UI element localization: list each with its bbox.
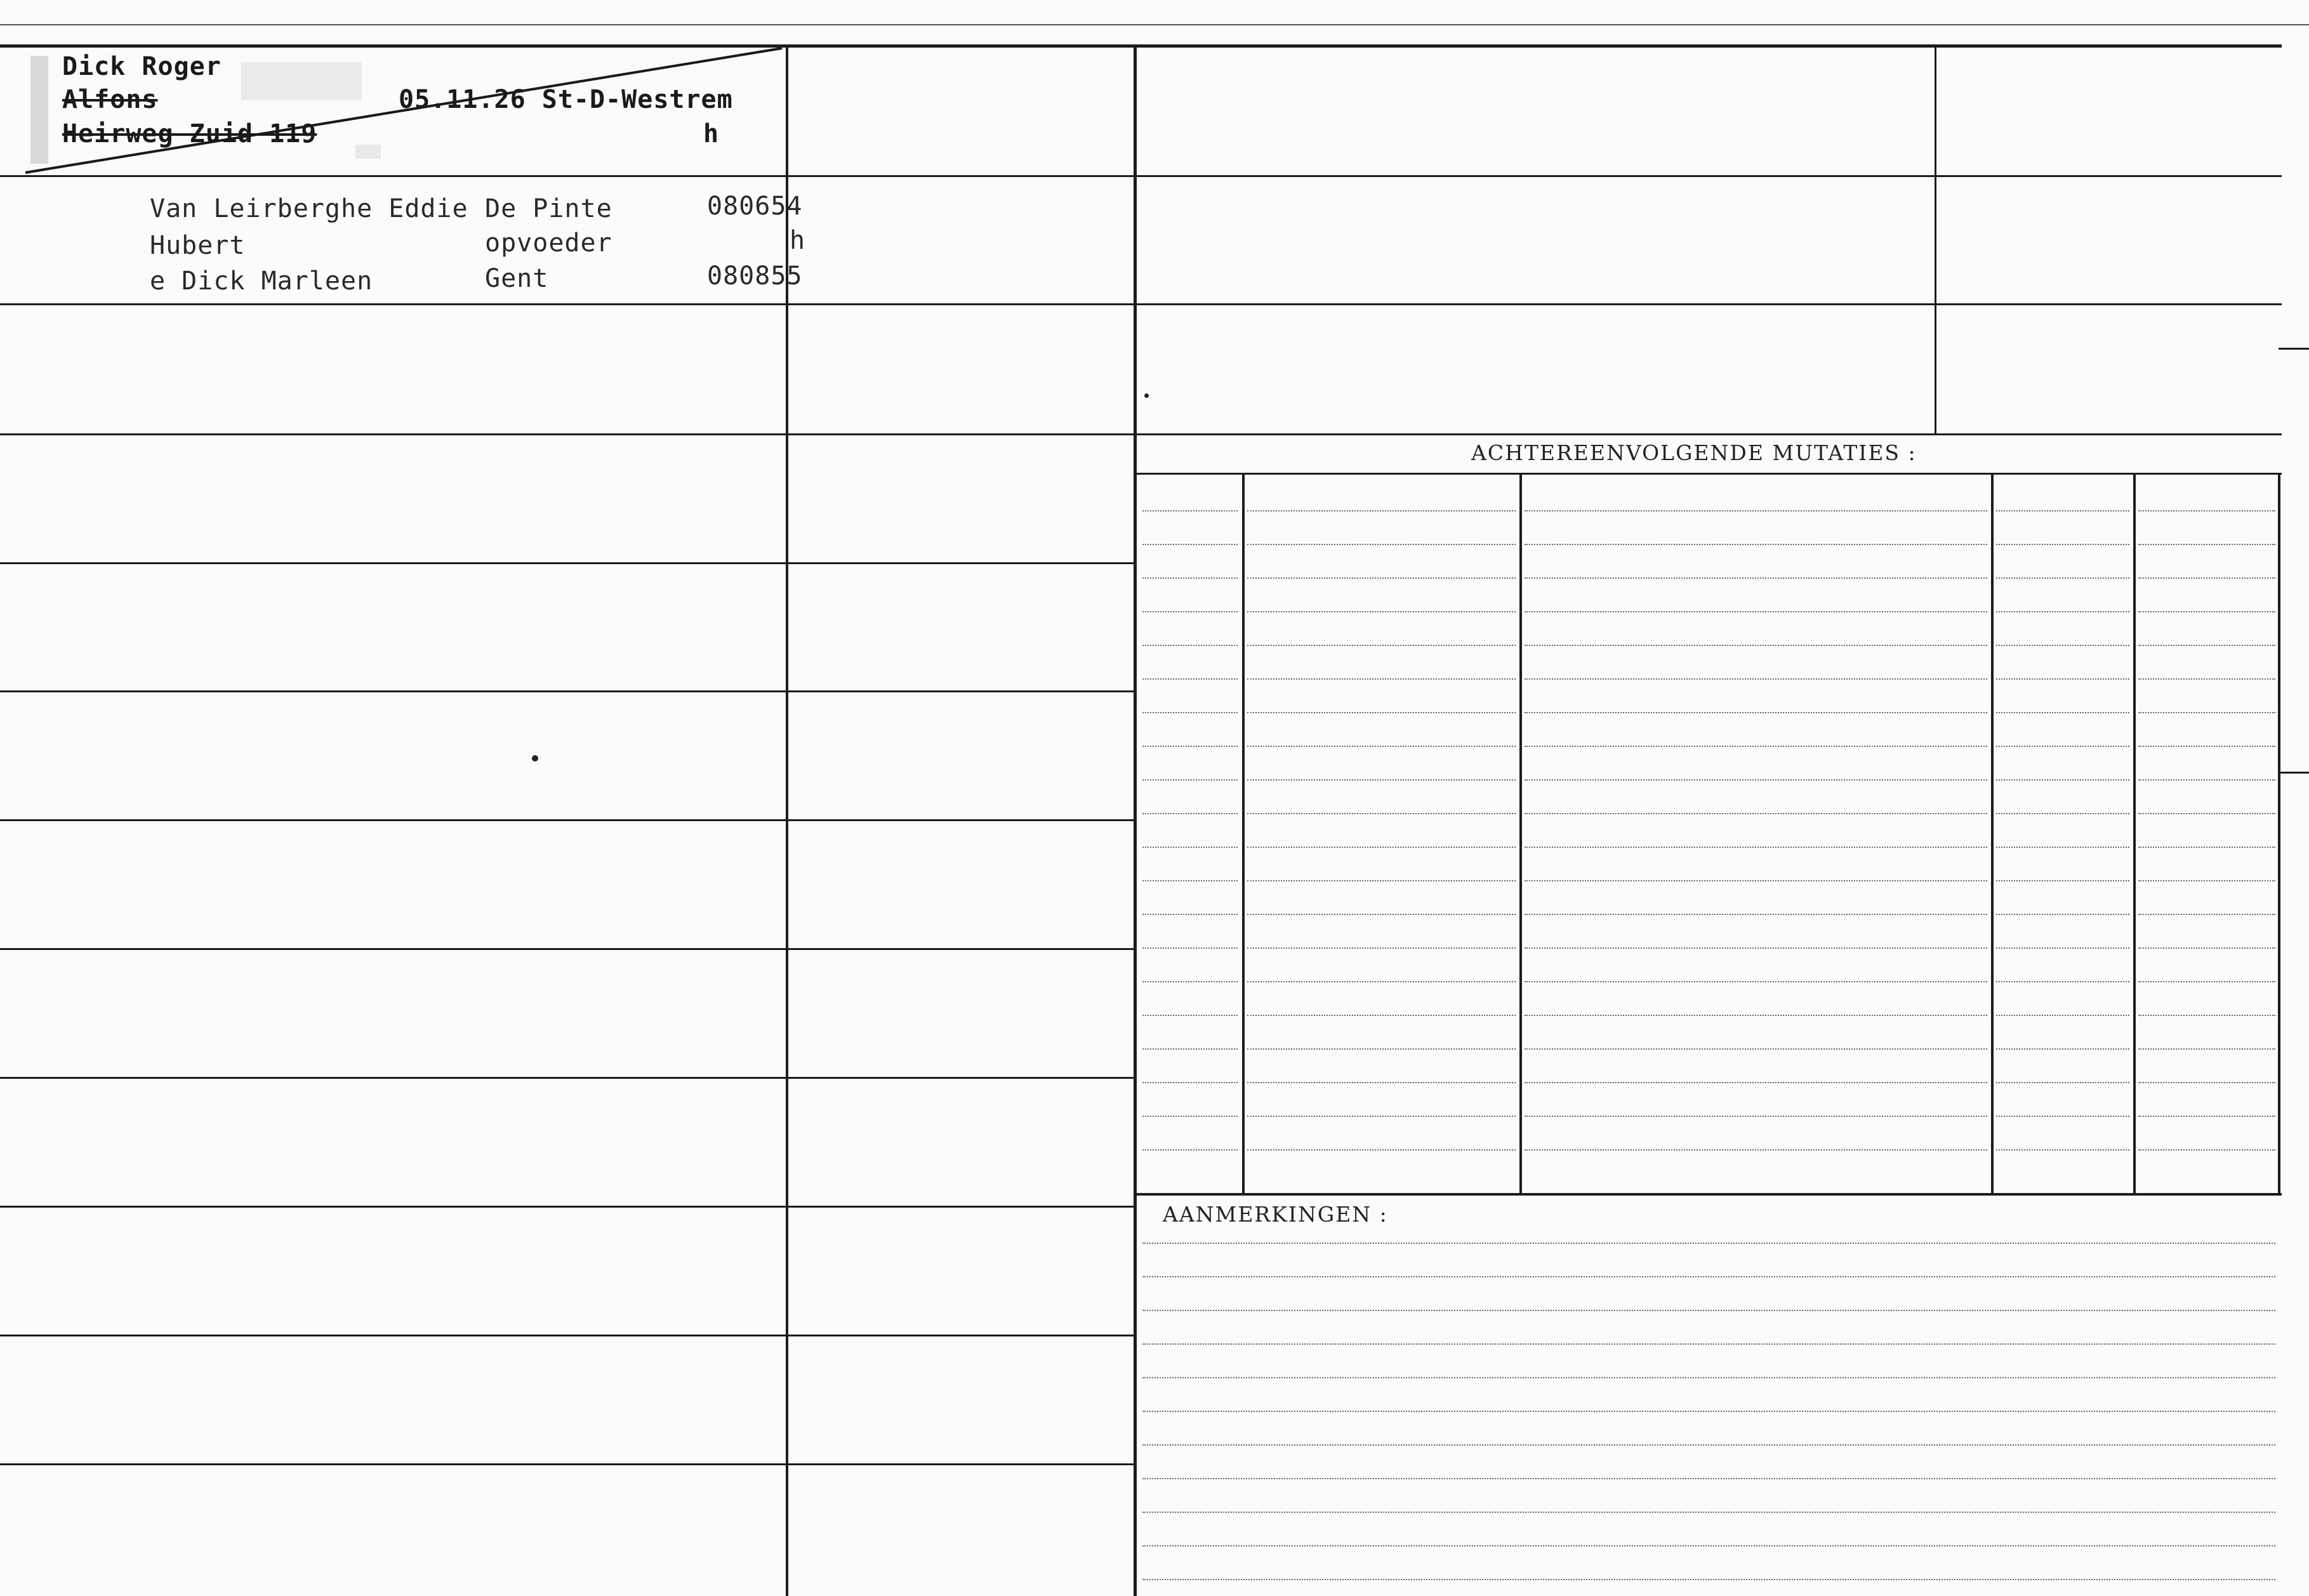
dotted-row xyxy=(1142,813,1238,814)
dotted-row xyxy=(1247,947,1516,949)
mutation-col-line xyxy=(2278,475,2280,1193)
dotted-row xyxy=(1142,880,1238,881)
right-row-line xyxy=(1136,303,2282,305)
dotted-row xyxy=(1525,1116,1987,1117)
dotted-row xyxy=(1247,1149,1516,1151)
entry-code-2: h xyxy=(790,226,806,255)
dotted-row xyxy=(1247,1082,1516,1083)
dotted-row xyxy=(1996,779,2129,781)
dotted-row xyxy=(2138,1048,2275,1050)
dotted-row xyxy=(1996,1015,2129,1016)
dotted-row xyxy=(1525,813,1987,814)
row-line xyxy=(0,1335,1134,1336)
dotted-row xyxy=(1525,1015,1987,1016)
dotted-row xyxy=(1142,1149,1238,1151)
dotted-row xyxy=(1142,914,1238,915)
dotted-row xyxy=(1525,712,1987,713)
dotted-row xyxy=(1142,1048,1238,1050)
dotted-row xyxy=(1996,947,2129,949)
dotted-row xyxy=(1247,880,1516,881)
dotted-row xyxy=(2138,678,2275,680)
dotted-row xyxy=(2138,712,2275,713)
dotted-row xyxy=(1142,1310,2275,1311)
dotted-row xyxy=(1525,914,1987,915)
dotted-row xyxy=(1996,1048,2129,1050)
dotted-row xyxy=(1996,1149,2129,1151)
entry-place-2: opvoeder xyxy=(485,228,612,258)
dotted-row xyxy=(1247,1048,1516,1050)
stamp-smudge xyxy=(25,49,381,176)
dotted-row xyxy=(1525,880,1987,881)
dotted-row xyxy=(1525,981,1987,982)
dotted-row xyxy=(2138,981,2275,982)
dotted-row xyxy=(1525,645,1987,646)
dotted-row xyxy=(1525,611,1987,612)
dotted-row xyxy=(1142,847,1238,848)
mutation-col-line xyxy=(2133,475,2136,1193)
dotted-row xyxy=(1247,779,1516,781)
dotted-row xyxy=(1142,1411,2275,1412)
dotted-row xyxy=(1142,1243,2275,1244)
dotted-row xyxy=(2138,779,2275,781)
dotted-row xyxy=(1142,1579,2275,1580)
dotted-row xyxy=(1247,813,1516,814)
dotted-row xyxy=(1142,645,1238,646)
dotted-row xyxy=(2138,1149,2275,1151)
name-line-1: Dick Roger xyxy=(62,52,222,81)
dotted-row xyxy=(1142,678,1238,680)
entry-place-1: De Pinte xyxy=(485,194,612,223)
entry-place-3: Gent xyxy=(485,264,549,293)
row-line xyxy=(0,819,1134,821)
ink-speck xyxy=(1144,393,1149,398)
entry-name-2: Hubert xyxy=(150,231,246,260)
dotted-row xyxy=(1142,1116,1238,1117)
right-row-line xyxy=(1136,433,2282,435)
margin-mark xyxy=(2279,348,2309,350)
dotted-row xyxy=(1525,746,1987,747)
dotted-row xyxy=(1142,779,1238,781)
dotted-row xyxy=(1996,510,2129,511)
dotted-row xyxy=(1247,746,1516,747)
dotted-row xyxy=(2138,611,2275,612)
dotted-row xyxy=(1247,510,1516,511)
dotted-row xyxy=(1525,577,1987,579)
row-line xyxy=(0,1206,1134,1208)
entry-name-1: Van Leirberghe Eddie xyxy=(150,194,468,223)
entry-name-3: e Dick Marleen xyxy=(150,267,373,296)
dotted-row xyxy=(2138,510,2275,511)
dotted-row xyxy=(1996,847,2129,848)
dotted-row xyxy=(1996,544,2129,545)
dotted-row xyxy=(1247,678,1516,680)
birth-line: 05.11.26 St-D-Westrem xyxy=(399,85,733,114)
dotted-row xyxy=(1525,678,1987,680)
right-upper-divider xyxy=(1935,47,1936,434)
dotted-row xyxy=(1996,712,2129,713)
dotted-row xyxy=(1996,746,2129,747)
dotted-row xyxy=(1142,611,1238,612)
row-line xyxy=(0,562,1134,564)
dotted-row xyxy=(1996,880,2129,881)
dotted-row xyxy=(1247,645,1516,646)
name-line-2: Alfons xyxy=(62,85,158,114)
dotted-row xyxy=(1996,1116,2129,1117)
dotted-row xyxy=(1996,611,2129,612)
dotted-row xyxy=(1247,847,1516,848)
dotted-row xyxy=(1142,1512,2275,1513)
dotted-row xyxy=(1142,746,1238,747)
remarks-title: AANMERKINGEN : xyxy=(1163,1202,1388,1227)
dotted-row xyxy=(1247,544,1516,545)
dotted-row xyxy=(1996,813,2129,814)
entry-code-3: 080855 xyxy=(707,261,803,291)
dotted-row xyxy=(1142,981,1238,982)
dotted-row xyxy=(1142,1545,2275,1547)
dotted-row xyxy=(2138,847,2275,848)
entry-code-1: 080654 xyxy=(707,192,803,221)
row-line xyxy=(0,1463,1134,1465)
row-line xyxy=(0,690,1134,692)
dotted-row xyxy=(1142,1377,2275,1378)
dotted-row xyxy=(1996,645,2129,646)
mutation-bottom-line xyxy=(1136,1193,2282,1196)
dotted-row xyxy=(1247,914,1516,915)
dotted-row xyxy=(1142,1478,2275,1479)
dotted-row xyxy=(1525,1048,1987,1050)
mutations-title: ACHTEREENVOLGENDE MUTATIES : xyxy=(1471,440,1917,465)
dotted-row xyxy=(1996,1082,2129,1083)
dotted-row xyxy=(1247,1116,1516,1117)
dotted-row xyxy=(1142,1444,2275,1446)
mutation-col-line xyxy=(1242,475,1245,1193)
dotted-row xyxy=(1525,847,1987,848)
header-mark: h xyxy=(703,119,720,148)
dotted-row xyxy=(1996,914,2129,915)
row-line xyxy=(0,948,1134,950)
mutation-col-line xyxy=(1991,475,1994,1193)
dotted-row xyxy=(2138,914,2275,915)
dotted-row xyxy=(1996,981,2129,982)
dotted-row xyxy=(1247,981,1516,982)
dotted-row xyxy=(2138,947,2275,949)
dotted-row xyxy=(1247,1015,1516,1016)
row-line xyxy=(0,303,1134,305)
address-line: Heirweg Zuid 119 xyxy=(62,119,317,148)
dotted-row xyxy=(1996,678,2129,680)
row-line xyxy=(0,1077,1134,1079)
dotted-row xyxy=(1525,779,1987,781)
dotted-row xyxy=(1142,1082,1238,1083)
dotted-row xyxy=(1142,712,1238,713)
dotted-row xyxy=(2138,1082,2275,1083)
dotted-row xyxy=(2138,645,2275,646)
dotted-row xyxy=(2138,746,2275,747)
dotted-row xyxy=(1525,1082,1987,1083)
ink-speck xyxy=(532,755,538,762)
dotted-row xyxy=(1247,611,1516,612)
dotted-row xyxy=(1142,1343,2275,1345)
dotted-row xyxy=(1247,712,1516,713)
dotted-row xyxy=(2138,577,2275,579)
dotted-row xyxy=(1525,947,1987,949)
dotted-row xyxy=(1142,1276,2275,1277)
dotted-row xyxy=(1142,1015,1238,1016)
mutation-col-line xyxy=(1519,475,1522,1193)
row-line xyxy=(0,433,1134,435)
dotted-row xyxy=(1142,544,1238,545)
dotted-row xyxy=(1247,577,1516,579)
mutation-header-line xyxy=(1136,473,2282,475)
dotted-row xyxy=(1142,510,1238,511)
margin-mark xyxy=(2279,772,2309,774)
dotted-row xyxy=(1525,1149,1987,1151)
dotted-row xyxy=(2138,544,2275,545)
dotted-row xyxy=(2138,880,2275,881)
main-separator xyxy=(1134,47,1137,1596)
dotted-row xyxy=(2138,813,2275,814)
dotted-row xyxy=(2138,1116,2275,1117)
dotted-row xyxy=(1996,577,2129,579)
dotted-row xyxy=(1142,947,1238,949)
dotted-row xyxy=(2138,1015,2275,1016)
dotted-row xyxy=(1525,510,1987,511)
right-row-line xyxy=(1136,175,2282,177)
dotted-row xyxy=(1142,577,1238,579)
dotted-row xyxy=(1525,544,1987,545)
